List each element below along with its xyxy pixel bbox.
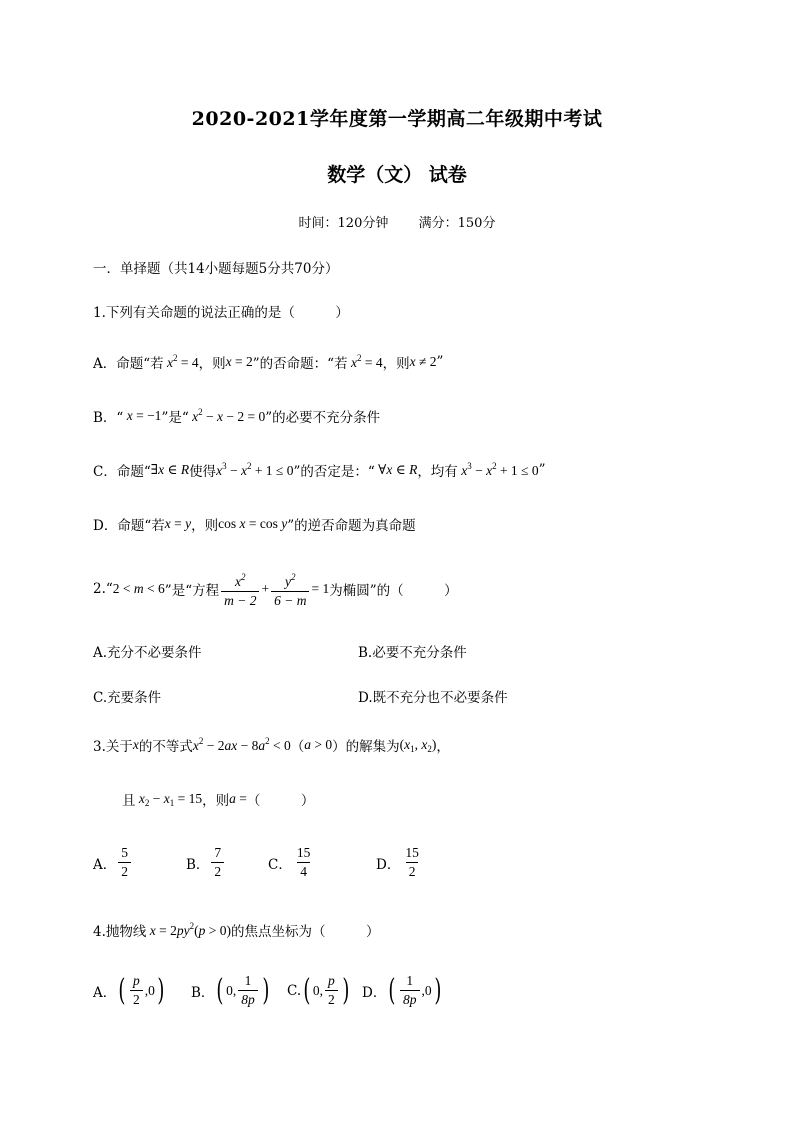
q2-option-b: B.必要不充分条件 — [358, 645, 467, 661]
q1c-text-1: C．命题“ — [93, 464, 151, 480]
exam-subtitle: 数学（文） 试卷 — [327, 164, 467, 186]
exam-time: 时间：120分钟 — [298, 216, 389, 231]
q4-options — [93, 972, 443, 1009]
q3-option-a — [93, 844, 186, 881]
q3-option-b — [186, 844, 268, 881]
q1c-math-2: $x^3 - x^2 + 1 \le 0$ — [216, 461, 294, 478]
q3-frac-c: $\frac{15}{4}$ — [296, 845, 311, 879]
q1c-math-3: ∀x ∈ R — [374, 462, 418, 477]
q3-label-a: A． — [93, 856, 117, 873]
q3-l2-math-1: $x_2 - x_1 = 15$ — [138, 790, 203, 808]
exam-score: 满分：150分 — [418, 216, 496, 231]
q3-stem — [93, 735, 450, 755]
q3-options — [93, 844, 424, 881]
q1b-text-2: ”是“ — [161, 410, 189, 426]
q4-option-c: C. ( 0, $\frac{p}{2}$ ) — [287, 972, 350, 1008]
exam-title: 2020-2021学年度第一学期高二年级期中考试 — [191, 108, 603, 130]
q2-text-3: 为椭圆”的（ ） — [329, 583, 458, 599]
q1b-text-1: B．“ — [93, 410, 124, 426]
q1c-text-3: ”的否定是：“ — [293, 464, 375, 480]
q3-option-d — [376, 844, 424, 881]
q1d-text-1: D．命题“若 — [93, 518, 165, 534]
q2-text-2: ”是“方程 — [164, 583, 220, 599]
q3-math-4: ($x_1$, $x_2$) — [399, 736, 437, 754]
q3-stem-line2 — [122, 789, 314, 809]
q1c-text-5: ” — [538, 462, 546, 478]
q2-math-1: 2 < m < 6 — [112, 581, 165, 596]
q1c-math-1: ∃x ∈ R — [150, 462, 190, 477]
q2-frac-1: $\frac{x^2}{m - 2}$ — [221, 568, 259, 610]
q3-math-3: a > 0 — [304, 737, 333, 752]
q1d-math-2: cos x = cos y — [218, 516, 288, 531]
q3-text-5: ， — [436, 739, 450, 755]
q4-label-b: B． — [191, 984, 215, 1001]
q4-text-2: 的焦点坐标为（ ） — [231, 924, 380, 940]
q1a-text-3: ”的否命题：“若 — [252, 356, 348, 372]
section-heading: 一．单择题（共14小题每题5分共70分） — [93, 261, 339, 277]
q2-option-d: D.既不充分也不必要条件 — [358, 690, 508, 706]
q4-stem — [93, 920, 380, 940]
q3-l2-math-2: a = — [229, 791, 247, 806]
q1a-text-2: ，则 — [198, 356, 226, 372]
q3-frac-d: $\frac{15}{2}$ — [405, 845, 419, 879]
q4-option-a: A． ( $\frac{p}{2}$ ,0 ) — [93, 972, 165, 1008]
q3-text-3: （ — [290, 739, 305, 755]
q1-option-d — [93, 514, 416, 534]
q1a-math-2: x = 2 — [225, 354, 253, 369]
q1c-text-4: ，均有 — [417, 464, 458, 480]
q2-stem: 2.“ 2 < m < 6 ”是“方程 $\frac{x^2}{m - 2}$ + $\frac{y^2}{6 - m}$ = 1 为椭圆”的（ ） — [93, 568, 458, 610]
q1a-math-4: x ≠ 2 — [409, 354, 437, 369]
q2-option-a: A.充分不必要条件 — [93, 645, 202, 661]
q3-l2-text-1: 且 — [122, 793, 136, 809]
q2-option-c: C.充要条件 — [93, 690, 162, 706]
q1-stem: 1.下列有关命题的说法正确的是（ ） — [93, 305, 349, 321]
q1-option-a — [93, 352, 443, 372]
q3-math-1: x — [132, 737, 139, 752]
q1a-math-1: $x^2 = 4$ — [167, 353, 199, 370]
exam-meta — [0, 212, 794, 231]
q4-option-d: D． ( $\frac{1}{8p}$ ,0 ) — [362, 972, 442, 1008]
q1a-text-5: ” — [436, 354, 444, 370]
q1-option-c — [93, 460, 546, 480]
q3-option-c — [268, 844, 376, 881]
q4-option-b: B． ( 0, $\frac{1}{8p}$ ) — [191, 972, 270, 1008]
q1d-text-2: ，则 — [191, 518, 219, 534]
q3-l2-text-2: ，则 — [202, 793, 230, 809]
q4-math-1: $x = 2py^2(p > 0)$ — [149, 921, 231, 938]
q3-text-4: ）的解集为 — [332, 739, 400, 755]
q3-frac-b: $\frac{7}{2}$ — [211, 844, 224, 881]
q3-label-d: D． — [376, 856, 401, 873]
q3-text-1: 3.关于 — [93, 739, 133, 755]
q3-math-2: $x^2 - 2ax - 8a^2 < 0$ — [192, 736, 291, 753]
q1a-math-3: $x^2 = 4$ — [350, 353, 383, 370]
q1-option-b — [93, 406, 380, 426]
q4-label-a: A． — [93, 984, 117, 1001]
q3-l2-text-3: （ ） — [246, 793, 315, 809]
q3-label-c: C． — [268, 856, 292, 873]
q1a-text-1: A．命题“若 — [93, 356, 164, 372]
q4-label-d: D． — [362, 984, 387, 1001]
q1b-math-1: x = −1 — [126, 408, 162, 423]
q1b-math-2: $x^2 - x - 2 = 0$ — [192, 407, 266, 424]
q1a-text-4: ，则 — [382, 356, 410, 372]
q1c-text-2: 使得 — [189, 464, 217, 480]
q2-text-1: 2.“ — [93, 581, 113, 597]
q1b-text-3: ”的必要不充分条件 — [265, 410, 381, 426]
q3-text-2: 的不等式 — [138, 739, 193, 755]
q3-frac-a: $\frac{5}{2}$ — [118, 844, 131, 881]
q2-frac-2: $\frac{y^2}{6 - m}$ — [271, 568, 309, 610]
q1c-math-4: $x^3 - x^2 + 1 \le 0$ — [461, 461, 539, 478]
q4-label-c: C. — [287, 982, 302, 999]
q4-text-1: 4.抛物线 — [93, 924, 147, 940]
q1d-text-3: ”的逆否命题为真命题 — [287, 518, 416, 534]
q3-label-b: B． — [186, 856, 210, 873]
q1d-math-1: x = y — [164, 516, 192, 531]
